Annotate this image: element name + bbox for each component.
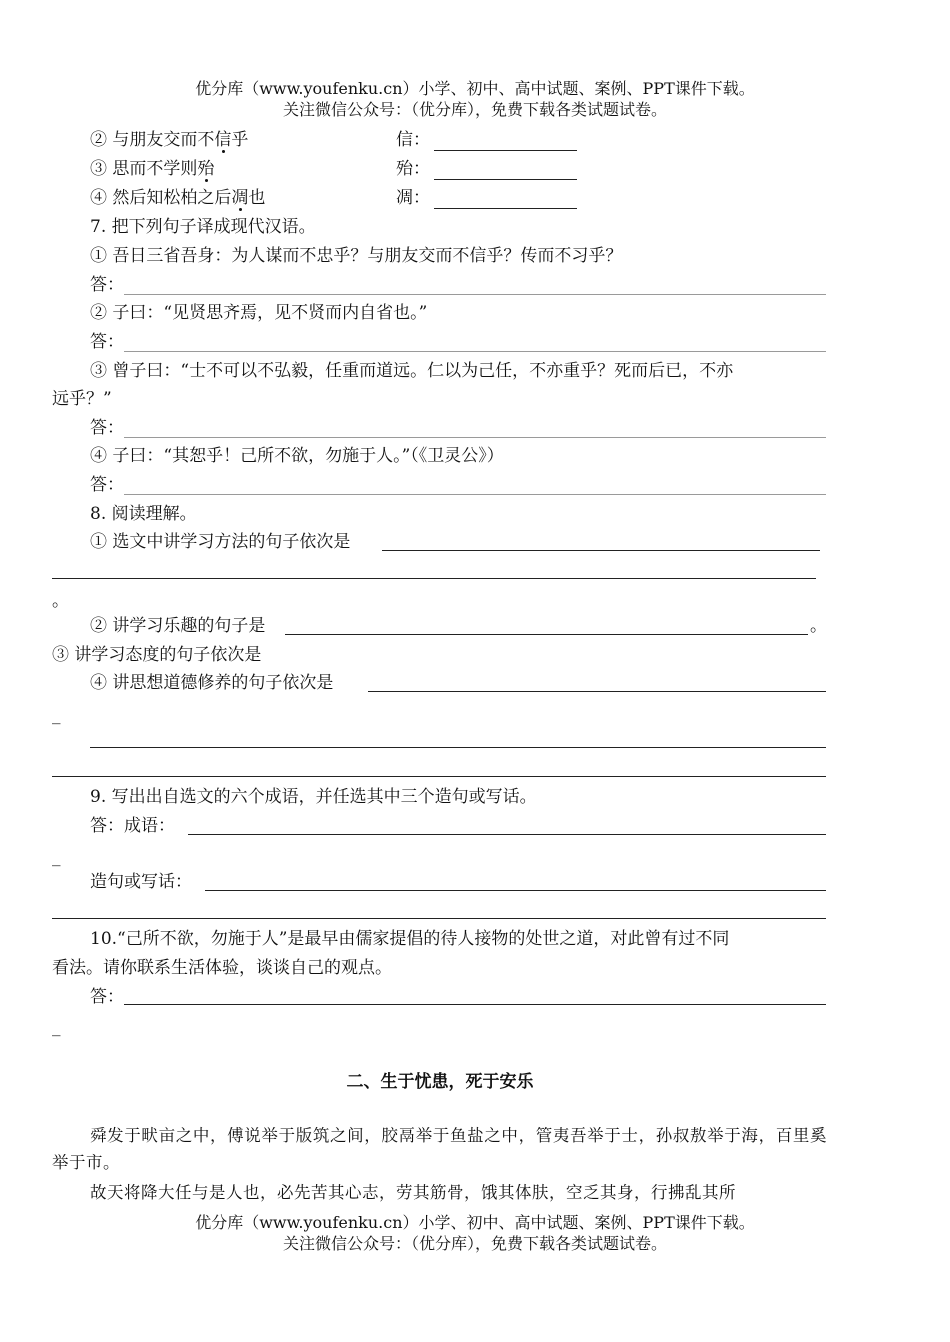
passage-paragraph-1: 舜发于畎亩之中，傅说举于版筑之间，胶鬲举于鱼盐之中，管夷吾举于士，孙叔敖举于海，百里奚举于市。 [52, 1126, 827, 1172]
q8-period-1: 。 [52, 591, 69, 611]
q8-title: 8. 阅读理解。 [90, 504, 197, 524]
footer-line-2: 关注微信公众号：（优分库），免费下载各类试题试卷。 [282, 1234, 667, 1253]
q8-prompt-1: ① 选文中讲学习方法的句子依次是 [90, 532, 351, 552]
q8-period-2: 。 [810, 616, 827, 636]
q7-answer-line-3[interactable] [124, 437, 826, 438]
q10-answer-label: 答： [90, 987, 124, 1007]
q7-sentence-2: ② 子曰：“见贤思齐焉，见不贤而内自省也。” [90, 303, 428, 323]
q9-idioms-line[interactable] [188, 834, 826, 835]
q6-item-4: ④ 然后知松柏之后凋也 [90, 188, 266, 208]
q6-blank-2[interactable] [434, 150, 577, 151]
q8-blank-1b[interactable] [52, 578, 816, 579]
q7-sentence-3a: ③ 曾子曰：“士不可以不弘毅，任重而道远。仁以为己任，不亦重乎？死而后已，不亦 [90, 361, 734, 381]
q7-answer-line-1[interactable] [124, 294, 826, 295]
section-title: 二、生于忧患，死于安乐 [346, 1072, 534, 1092]
q7-title: 7. 把下列句子译成现代汉语。 [90, 217, 316, 237]
q7-sentence-1: ① 吾日三省吾身：为人谋而不忠乎？与朋友交而不信乎？传而不习乎？ [90, 246, 623, 266]
q8-prompt-4: ④ 讲思想道德修养的句子依次是 [90, 673, 334, 693]
page-footer [0, 1212, 950, 1254]
q8-prompt-3: ③ 讲学习态度的句子依次是 [52, 645, 262, 665]
q6-item-3: ③ 思而不学则殆 [90, 159, 215, 179]
q8-prompt-2: ② 讲学习乐趣的句子是 [90, 616, 266, 636]
q6-label-2: 信： [396, 130, 430, 150]
q7-answer-label-4: 答： [90, 475, 124, 495]
q10-dash: _ [52, 1017, 61, 1037]
q7-answer-label-3: 答： [90, 418, 124, 438]
header-line-2: 关注微信公众号：（优分库），免费下载各类试题试卷。 [282, 100, 667, 119]
passage-paragraph-2: 故天将降大任与是人也，必先苦其心志，劳其筋骨，饿其体肤，空乏其身，行拂乱其所 [90, 1183, 736, 1202]
q8-dash: _ [52, 705, 61, 725]
q6-blank-4[interactable] [434, 208, 577, 209]
q9-sentence-line-2[interactable] [52, 918, 826, 919]
q9-sentence-line-1[interactable] [205, 890, 826, 891]
q10-line-1: 10.“己所不欲，勿施于人”是最早由儒家提倡的待人接物的处世之道，对此曾有过不同 [90, 929, 730, 949]
emphasis-char: 信 [214, 130, 232, 150]
q8-blank-1a[interactable] [382, 550, 820, 551]
q7-answer-line-2[interactable] [124, 351, 826, 352]
q9-title: 9. 写出出自选文的六个成语，并任选其中三个造句或写话。 [90, 787, 537, 807]
q8-blank-2[interactable] [285, 634, 808, 635]
page-header [0, 78, 950, 120]
header-line-1: 优分库（www.youfenku.cn）小学、初中、高中试题、案例、PPT课件下载。 [195, 79, 755, 98]
q7-answer-label-2: 答： [90, 332, 124, 352]
emphasis-char: 殆 [197, 159, 215, 179]
q7-answer-line-4[interactable] [124, 494, 826, 495]
q7-answer-label-1: 答： [90, 275, 124, 295]
q6-blank-3[interactable] [434, 179, 577, 180]
q9-answer-label: 答：成语： [90, 816, 175, 836]
q9-sentence-label: 造句或写话： [90, 872, 192, 892]
q6-label-4: 凋： [396, 188, 430, 208]
q8-blank-4c[interactable] [52, 776, 826, 777]
q6-item-2: ② 与朋友交而不信乎 [90, 130, 249, 150]
footer-line-1: 优分库（www.youfenku.cn）小学、初中、高中试题、案例、PPT课件下载。 [195, 1213, 755, 1232]
q6-label-3: 殆： [396, 159, 430, 179]
q8-blank-4b[interactable] [90, 747, 826, 748]
q10-answer-line[interactable] [124, 1004, 826, 1005]
q10-line-2: 看法。请你联系生活体验，谈谈自己的观点。 [52, 958, 392, 978]
emphasis-char: 凋 [231, 188, 249, 208]
q7-sentence-4: ④ 子曰：“其恕乎！己所不欲，勿施于人。”（《卫灵公》） [90, 446, 504, 466]
q7-sentence-3b: 远乎？” [52, 389, 112, 409]
q8-blank-4a[interactable] [368, 691, 826, 692]
q9-dash: _ [52, 847, 61, 867]
